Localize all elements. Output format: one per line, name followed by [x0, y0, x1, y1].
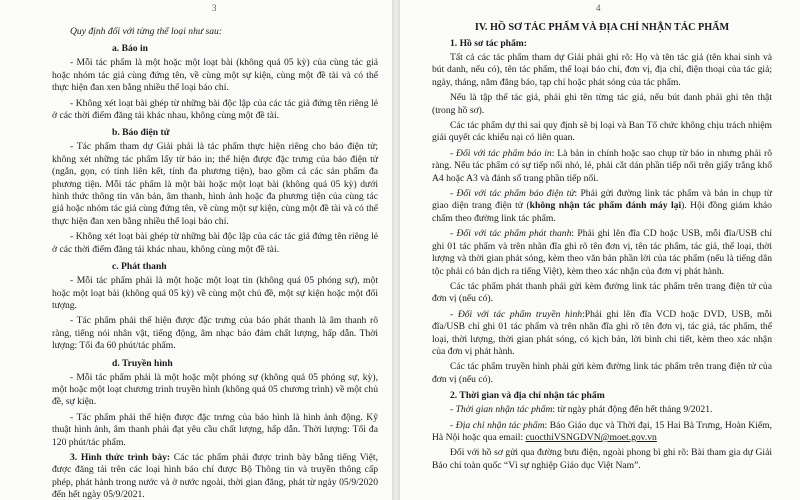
paragraph: - Tác phẩm tham dự Giải phải là tác phẩm thực hiện riêng cho báo điện tử; không xét những tác phẩm lấy từ báo in; thể hiện được đặc trưng của báo điện tử (ngắn, gọn, có tính liên kết, tính đa phương tiện), bao gồm cả các sản phẩm đa phương tiện. Mỗi tác phẩm là một bài hoặc một loạt bài (không quá 05 kỳ) dưới hình thức thông tin văn bản, âm thanh, hình ảnh hoặc đa phương tiện của cùng tác giả hoặc nhóm tác giả cùng đứng tên, về cùng một sự kiện, cùng một đề tài và có thể thực hiện đan xen bằng nhiều thể loại báo chí. — [52, 141, 378, 227]
address-paragraph: - Địa chỉ nhận tác phẩm: Báo Giáo dục và Thời đại, 15 Hai Bà Trưng, Hoàn Kiếm, Hà Nội hoặc qua email: cuocthiVSNGDVN@moet.gov.vn — [432, 419, 772, 443]
paragraph: Các tác phẩm phát thanh phải gửi kèm đường link tác phẩm trên trang điện tử của đơn vị (nếu có). — [432, 280, 772, 305]
paragraph: - Tác phẩm phải thể hiện được đặc trưng của báo hình là hình ảnh động. Kỹ thuật hình ảnh, âm thanh phải đạt yêu cầu chất lượng, hấp dẫn. Thời lượng: Tối đa 120 phút/tác phẩm. — [52, 411, 378, 448]
section-a-heading: a. Báo in — [112, 43, 148, 55]
section-3-paragraph: 3. Hình thức trình bày: Các tác phẩm phải được trình bày bằng tiếng Việt, được đăng tải trên các loại hình báo chí được Bộ Thông tin và truyền thông cấp phép, phát hành trong nước và ở nước ngoài, thời gian đăng, phát từ ngày 05/9/2020 đến hết ngày 05/9/2021. — [52, 451, 378, 500]
print-works-paragraph: - Đối với tác phẩm báo in: Là bản in chính hoặc sao chụp từ báo in nhưng phải rõ ràng. Nếu tác phẩm có sự tiếp nối nhỏ, lẻ, phải cắt dán phần tiếp nối trên giấy trắng khổ A4 hoặc A3 và đánh số trang phần tiếp nối. — [432, 147, 772, 184]
subsection-1-heading: 1. Hồ sơ tác phẩm: — [450, 38, 527, 49]
section-c-heading: c. Phát thanh — [112, 261, 167, 273]
section-3-heading: 3. Hình thức trình bày: — [70, 451, 171, 463]
paragraph: - Mỗi tác phẩm phải là một hoặc một phóng sự (không quá 05 phóng sự, kỳ), một hoặc một loạt chương trình truyền hình (không quá 05 chương trình) về một chủ đề, sự kiện. — [52, 371, 378, 408]
paragraph: Đối với hồ sơ gửi qua đường bưu điện, ngoài phong bì ghi rõ: Bài tham gia dự Giải Báo chí toàn quốc “Vì sự nghiệp Giáo dục Việt Nam”. — [432, 447, 772, 471]
tv-works-paragraph: - Đối với tác phẩm truyền hình:Phải ghi lên đĩa VCD hoặc DVD, USB, mỗi đĩa/USB chỉ ghi 01 tác phẩm và trên nhãn đĩa ghi rõ tên đơn vị, tác giả, tác phẩm, thể loại, thời lượng, thời gian phát sóng, có kịch bản, lời bình chi tiết, kèm theo xác nhận của đơn vị phát hành. — [432, 308, 772, 357]
section-iv-title: IV. HỒ SƠ TÁC PHẨM VÀ ĐỊA CHỈ NHẬN TÁC PHẨM — [474, 22, 730, 33]
paragraph: Các tác phẩm dự thi sai quy định sẽ bị loại và Ban Tổ chức không chịu trách nhiệm giải quyết các khiếu nại có liên quan. — [432, 120, 772, 144]
paragraph: - Không xét loạt bài ghép từ những bài độc lập của các tác giả đứng tên riêng lẻ ở các thời điểm đăng tải khác nhau, không cùng một đề tài. — [52, 231, 378, 255]
paragraph: Các tác phẩm truyền hình phải gửi kèm đường link tác phẩm trên trang điện tử của đơn vị (nếu có). — [432, 361, 772, 385]
page-number: 3 — [212, 3, 217, 13]
page-number: 4 — [596, 3, 601, 13]
right-page — [400, 0, 800, 500]
email-link[interactable]: cuocthiVSNGDVN@moet.gov.vn — [525, 431, 657, 443]
time-paragraph: - Thời gian nhận tác phẩm: từ ngày phát động đến hết tháng 9/2021. — [450, 404, 713, 416]
paragraph: - Không xét loạt bài ghép từ những bài độc lập của các tác giả đứng tên riêng lẻ ở các thời điểm đăng tải khác nhau, không cùng một đề tài. — [52, 97, 378, 122]
intro-text: Quy định đối với từng thể loại như sau: — [70, 26, 223, 37]
paragraph: - Tác phẩm phải thể hiện được đặc trưng của báo phát thanh là âm thanh rõ ràng, tiếng nói nhân vật, tiếng động, âm nhạc bảo đảm chất lượng, hấp dẫn. Thời lượng: Tối đa 60 phút/tác phẩm. — [52, 315, 378, 352]
subsection-2-heading: 2. Thời gian và địa chỉ nhận tác phẩm — [450, 390, 605, 402]
page-gutter — [392, 0, 400, 500]
online-works-paragraph: - Đối với tác phẩm báo điện tử: Phải gửi đường link tác phẩm và bản in chụp từ giao diện trang điện tử (không nhận tác phẩm đánh máy lại). Hội đồng giám khảo chấm theo đường link tác phẩm. — [432, 188, 773, 224]
paragraph: - Mỗi tác phẩm phải là một hoặc một loạt tin (không quá 05 phóng sự), một hoặc một loạt bài (không quá 05 kỳ) về cùng một chủ đề, một sự kiện hoặc một đối tượng. — [52, 275, 378, 311]
paragraph: Tất cả các tác phẩm tham dự Giải phải ghi rõ: Họ và tên tác giả (tên khai sinh và bút danh, nếu có), tên tác phẩm, thể loại báo chí, đơn vị, địa chỉ, điện thoại của tác giả; ngày, tháng, năm đăng báo, tạp chí hoặc phát sóng của tác phẩm. — [432, 52, 772, 88]
section-d-heading: d. Truyền hình — [112, 357, 173, 369]
paragraph: Nếu là tập thể tác giả, phải ghi tên từng tác giả, nếu bút danh phải ghi tên thật (trong hồ sơ). — [432, 92, 772, 116]
section-b-heading: b. Báo điện tử — [112, 127, 170, 139]
paragraph: - Mỗi tác phẩm là một hoặc một loạt bài (không quá 05 kỳ) của cùng tác giả hoặc nhóm tác giả cùng đứng tên, về cùng một sự kiện, cùng một đề tài và có thể thực hiện đan xen bằng nhiều thể loại báo chí. — [52, 57, 378, 94]
left-page — [0, 0, 392, 500]
radio-works-paragraph: - Đối với tác phẩm phát thanh: Phải ghi lên đĩa CD hoặc USB, mỗi đĩa/USB chỉ ghi 01 tác phẩm và trên nhãn đĩa ghi rõ tên đơn vị, tên tác phẩm, tác giả, thể loại, thời lượng và thời gian phát sóng, kèm theo văn bản phần lời của tác phẩm (nếu là tiếng dân tộc phải có bản dịch ra tiếng Việt), kèm theo xác nhận của đơn vị phát hành. — [432, 228, 773, 277]
